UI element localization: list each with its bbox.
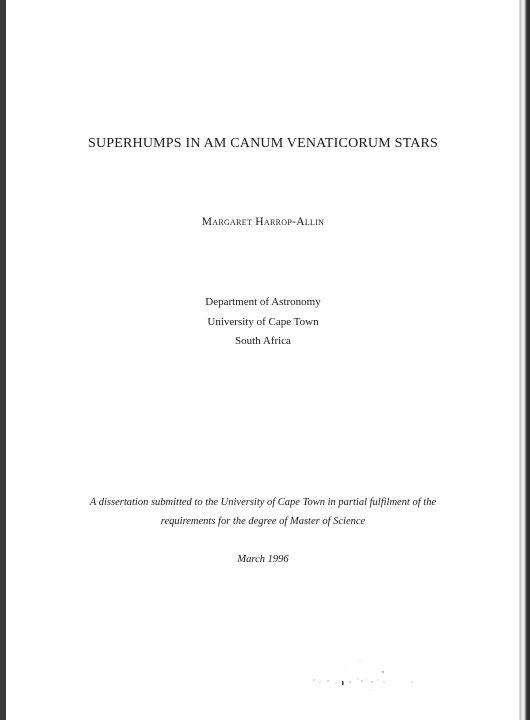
page-edge-shadow: [520, 0, 530, 720]
affiliation-country: South Africa: [235, 335, 291, 347]
dissertation-statement-line-2: requirements for the degree of Master of Science: [160, 516, 366, 527]
scan-noise-specks: [306, 655, 426, 695]
affiliation-department: Department of Astronomy: [205, 296, 321, 308]
submission-date: March 1996: [237, 554, 289, 565]
author-name: Margaret Harrop-Allin: [201, 216, 325, 228]
thesis-title: SUPERHUMPS IN AM CANUM VENATICORUM STARS: [87, 136, 439, 151]
affiliation-university: University of Cape Town: [207, 316, 319, 328]
title-page: [6, 0, 520, 720]
dissertation-statement-line-1: A dissertation submitted to the University of Cape Town in partial fulfilment of the: [89, 497, 437, 508]
